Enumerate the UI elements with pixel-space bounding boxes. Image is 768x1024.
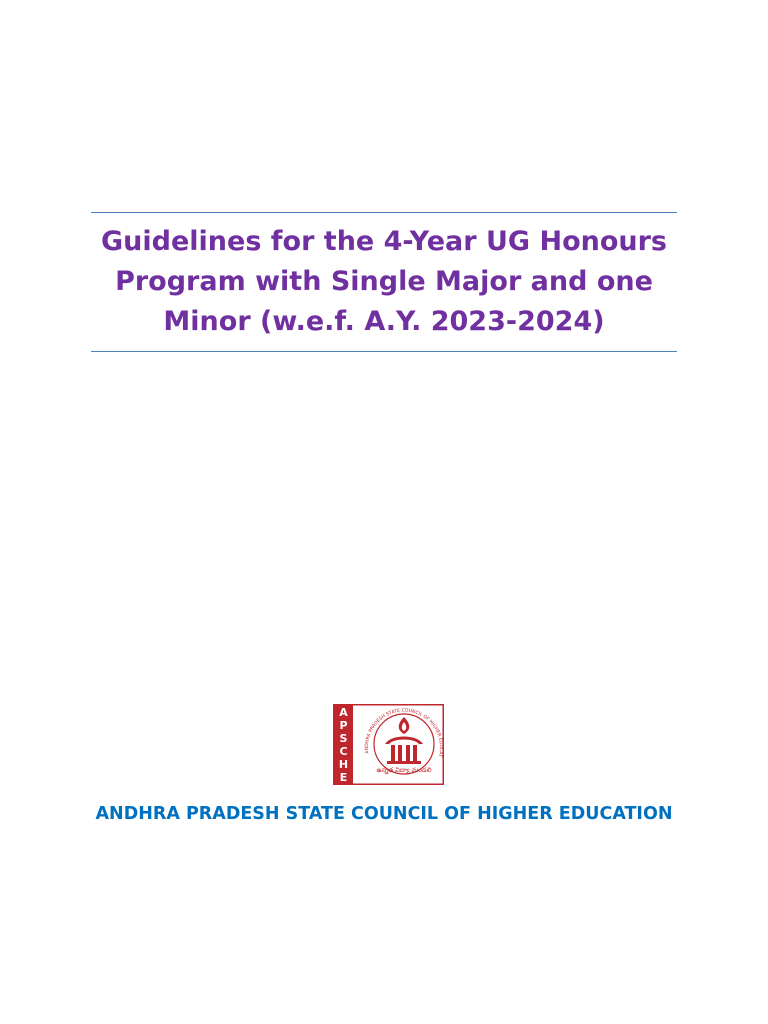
logo-letter-s: S bbox=[339, 732, 348, 745]
apsche-emblem-icon bbox=[333, 704, 444, 785]
title-line-2: Program with Single Major and one bbox=[115, 266, 653, 297]
council-name: ANDHRA PRADESH STATE COUNCIL OF HIGHER EDUCATION bbox=[95, 804, 673, 824]
logo-letter-c: C bbox=[339, 745, 348, 758]
logo-letter-h: H bbox=[338, 758, 349, 771]
logo-letter-e: E bbox=[339, 771, 348, 784]
document-title bbox=[91, 222, 677, 342]
title-line-3: Minor (w.e.f. A.Y. 2023-2024) bbox=[163, 306, 605, 337]
logo-letter-p: P bbox=[339, 719, 348, 732]
logo-motto: ఉన్నత విద్యా మండలి bbox=[376, 766, 432, 774]
logo-letter-a: A bbox=[339, 706, 348, 719]
title-top-rule bbox=[91, 212, 677, 213]
title-line-1: Guidelines for the 4-Year UG Honours bbox=[101, 226, 667, 257]
logo-ring-text: ANDHRA PRADESH STATE COUNCIL OF HIGHER EDUCAT bbox=[364, 708, 444, 758]
title-bottom-rule bbox=[91, 351, 677, 352]
